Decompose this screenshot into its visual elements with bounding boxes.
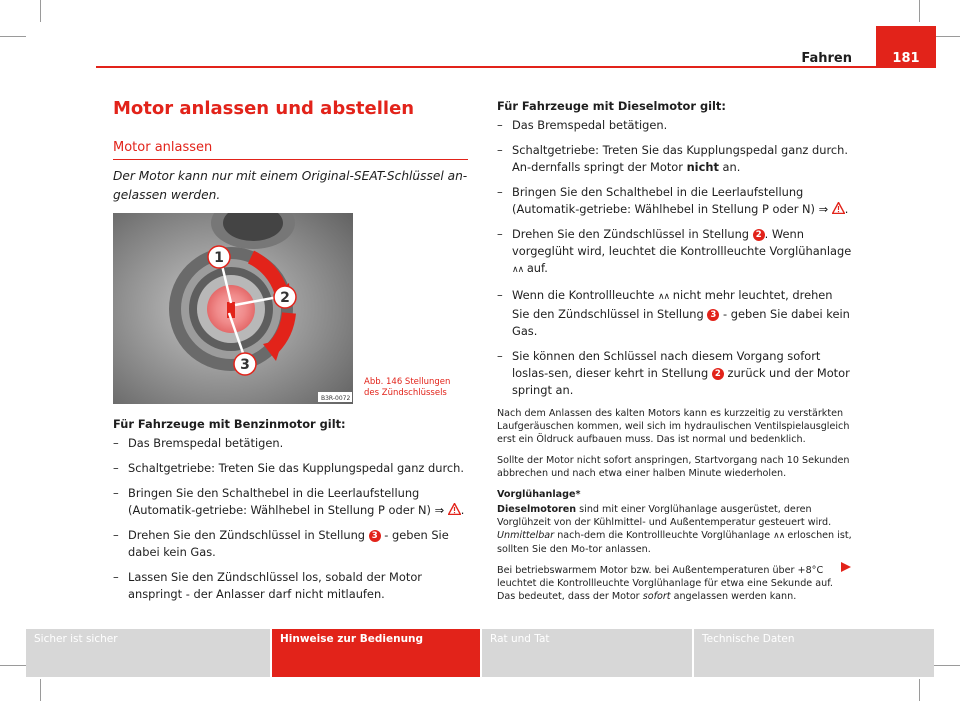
note-paragraph: Nach dem Anlassen des kalten Motors kann es kurzzeitig zu verstärkten Laufgeräuschen kommen, weil sich im hydraulischen Ventilspielausgleich erst ein Öldruck aufbauen muss. Das ist normal und bedenklich. [497, 408, 850, 445]
section-intro: Der Motor kann nur mit einem Original-SEAT-Schlüssel an-gelassen werden. [113, 169, 468, 202]
section-rule [113, 159, 468, 160]
figure-label: 1 [214, 250, 224, 266]
crop-mark [919, 679, 920, 701]
diesel-instructions [497, 98, 853, 611]
list-item: – Das Bremspedal betätigen. [113, 436, 284, 450]
footer-tab-technik[interactable]: Technische Daten [694, 629, 934, 677]
section-title: Motor anlassen [113, 140, 213, 155]
petrol-title: Für Fahrzeuge mit Benzinmotor gilt: [113, 417, 346, 431]
list-item: – Lassen Sie den Zündschlüssel los, sobald der Motor anspringt - der Anlasser darf nicht mitlaufen. [113, 570, 422, 601]
header-rule [96, 66, 876, 68]
diesel-title: Für Fahrzeuge mit Dieselmotor gilt: [497, 99, 726, 113]
glow-plug-icon: ∧∧ [657, 292, 670, 302]
glow-plug-icon: ∧∧ [773, 531, 785, 541]
glow-plug-icon: ∧∧ [512, 265, 524, 275]
list-item: – Das Bremspedal betätigen. [497, 118, 668, 132]
figure-label: 2 [280, 290, 290, 306]
header-title: Fahren [801, 51, 852, 66]
list-item: – Bringen Sie den Schalthebel in die Leerlaufstellung (Automatik-getriebe: Wählhebel in Stellung P oder N) ⇒ . [113, 486, 465, 517]
position-badge: 2 [712, 368, 724, 380]
figure-caption: Abb. 146 Stellungen des Zündschlüssels [364, 377, 451, 398]
continue-arrow-icon [840, 561, 852, 573]
warning-icon [448, 503, 461, 515]
page-number: 181 [876, 26, 936, 68]
footer-tab-bedienung[interactable]: Hinweise zur Bedienung [272, 629, 480, 677]
list-item: – Schaltgetriebe: Treten Sie das Kupplungspedal ganz durch. An-dernfalls springt der Motor nicht an. [497, 143, 849, 174]
note-paragraph: Bei betriebswarmem Motor bzw. bei Außentemperaturen über +8°C leuchtet die Kontrollleuchte Vorglühanlage für etwa eine Sekunde auf. Das bedeutet, dass der Motor sofort angelassen werden kann. [497, 565, 833, 602]
crop-mark [0, 36, 26, 37]
list-item: – Sie können den Schlüssel nach diesem Vorgang sofort loslas-sen, dieser kehrt in Stellung 2 zurück und der Motor springt an. [497, 349, 850, 397]
list-item: – Drehen Sie den Zündschlüssel in Stellung 3 - geben Sie dabei kein Gas. [113, 528, 449, 559]
list-item: – Wenn die Kontrollleuchte ∧∧ nicht mehr leuchtet, drehen Sie den Zündschlüssel in Stellung 3 - geben Sie dabei kein Gas. [497, 288, 850, 338]
warning-icon [832, 202, 845, 214]
list-item: – Drehen Sie den Zündschlüssel in Stellung 2 . Wenn vorgeglüht wird, leuchtet die Kontrollleuchte Vorglühanlage ∧∧ auf. [497, 227, 852, 275]
position-badge: 3 [707, 309, 719, 321]
petrol-instructions [113, 416, 468, 611]
crop-mark [0, 665, 26, 666]
footer-tab-sicher[interactable]: Sicher ist sicher [26, 629, 270, 677]
figure-label: 3 [240, 357, 250, 373]
ignition-figure [113, 213, 353, 404]
position-badge: 2 [753, 229, 765, 241]
note-paragraph: Sollte der Motor nicht sofort anspringen, Startvorgang nach 10 Sekunden abbrechen und nach etwa einer halben Minute wiederholen. [497, 455, 850, 479]
note-subtitle: Vorglühanlage* [497, 489, 581, 500]
footer-tab-rat[interactable]: Rat und Tat [482, 629, 692, 677]
crop-mark [40, 0, 41, 22]
crop-mark [934, 665, 960, 666]
figure-code: B3R-0072 [321, 395, 351, 402]
crop-mark [40, 679, 41, 701]
note-paragraph: Dieselmotoren sind mit einer Vorglühanlage ausgerüstet, deren Vorglühzeit von der Kühlmittel- und Außentemperatur gesteuert wird. Unmittelbar nach-dem die Kontrollleuchte Vorglühanlage ∧∧ erloschen ist, sollten Sie den Mo-tor anlassen. [497, 504, 852, 555]
crop-mark [919, 0, 920, 22]
position-badge: 3 [369, 530, 381, 542]
list-item: – Bringen Sie den Schalthebel in die Leerlaufstellung (Automatik-getriebe: Wählhebel in Stellung P oder N) ⇒ . [497, 185, 849, 216]
page-heading: Motor anlassen und abstellen [113, 98, 415, 119]
crop-mark [934, 36, 960, 37]
notes [497, 407, 853, 603]
list-item: – Schaltgetriebe: Treten Sie das Kupplungspedal ganz durch. [113, 461, 465, 475]
